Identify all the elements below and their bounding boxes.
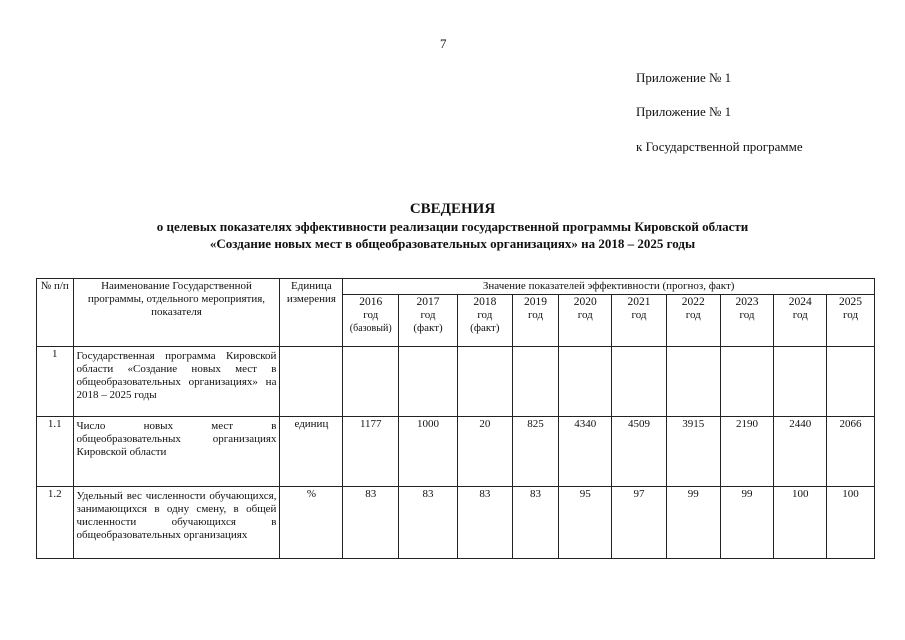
row-number: 1.2 <box>37 487 74 559</box>
row-value-2023: 99 <box>720 487 774 559</box>
header-year-2022 <box>666 295 720 347</box>
table-row <box>37 487 875 559</box>
year-value: 2023 <box>735 296 759 308</box>
year-value: 2021 <box>627 296 651 308</box>
row-value-2020 <box>559 347 612 417</box>
row-name: Государственная программа Кировской области «Создание новых мест в общеобразовательных организациях» на 2018 – 2025 годы <box>73 347 280 417</box>
year-value: 2020 <box>573 296 597 308</box>
row-value-2025: 2066 <box>827 417 875 487</box>
row-value-2017: 1000 <box>399 417 458 487</box>
annex-line-2: Приложение № 1 <box>636 104 732 119</box>
row-value-2024: 100 <box>774 487 827 559</box>
row-value-2020: 4340 <box>559 417 612 487</box>
year-value: 2024 <box>788 296 812 308</box>
header-row-1 <box>37 279 875 295</box>
year-value: 2019 <box>524 296 548 308</box>
row-value-2019 <box>512 347 559 417</box>
year-label: год <box>843 309 859 321</box>
title-line-2: о целевых показателях эффективности реализации государственной программы Кировской области <box>156 219 749 234</box>
year-value: 2025 <box>839 296 863 308</box>
year-label: год <box>685 309 701 321</box>
header-year-2017 <box>399 295 458 347</box>
row-value-2018: 83 <box>457 487 512 559</box>
row-number: 1 <box>37 347 74 417</box>
year-label: год <box>528 309 544 321</box>
row-value-2021: 97 <box>612 487 667 559</box>
header-number: № п/п <box>37 279 74 347</box>
row-name: Удельный вес численности обучающихся, занимающихся в одну смену, в общей численности обучающихся в общеобразовательных организациях <box>73 487 280 559</box>
header-year-2016 <box>343 295 399 347</box>
row-unit <box>280 347 343 417</box>
row-value-2024 <box>774 347 827 417</box>
row-value-2025 <box>827 347 875 417</box>
row-value-2018: 20 <box>457 417 512 487</box>
year-label: год <box>631 309 647 321</box>
year-label: год <box>792 309 808 321</box>
year-value: 2018 <box>473 296 497 308</box>
row-value-2017: 83 <box>399 487 458 559</box>
row-value-2025: 100 <box>827 487 875 559</box>
row-value-2023 <box>720 347 774 417</box>
row-number: 1.1 <box>37 417 74 487</box>
year-label: год <box>577 309 593 321</box>
document-title <box>0 201 905 252</box>
year-value: 2017 <box>416 296 440 308</box>
table-row <box>37 417 875 487</box>
row-value-2019: 83 <box>512 487 559 559</box>
row-value-2020: 95 <box>559 487 612 559</box>
year-note: (факт) <box>470 322 500 334</box>
row-value-2022: 99 <box>666 487 720 559</box>
row-value-2021 <box>612 347 667 417</box>
header-unit: Единица измерения <box>280 279 343 347</box>
header-values-group: Значение показателей эффективности (прогноз, факт) <box>343 279 875 295</box>
row-name: Число новых мест в общеобразовательных организациях Кировской области <box>73 417 280 487</box>
year-note: (базовый) <box>349 323 392 334</box>
row-value-2017 <box>399 347 458 417</box>
header-year-2025 <box>827 295 875 347</box>
header-name: Наименование Государственной программы, отдельного мероприятия, показателя <box>73 279 280 347</box>
row-value-2022 <box>666 347 720 417</box>
table-row <box>37 347 875 417</box>
header-year-2021 <box>612 295 667 347</box>
title-line-3: «Создание новых мест в общеобразовательных организациях» на 2018 – 2025 годы <box>209 236 696 251</box>
year-value: 2022 <box>681 296 705 308</box>
year-value: 2016 <box>359 296 383 308</box>
title-main: СВЕДЕНИЯ <box>409 201 496 217</box>
row-value-2022: 3915 <box>666 417 720 487</box>
row-value-2018 <box>457 347 512 417</box>
row-value-2016 <box>343 347 399 417</box>
header-year-2023 <box>720 295 774 347</box>
row-unit: единиц <box>280 417 343 487</box>
row-unit: % <box>280 487 343 559</box>
indicators-table <box>36 278 875 559</box>
page-number: 7 <box>440 36 447 51</box>
row-value-2016: 83 <box>343 487 399 559</box>
row-value-2024: 2440 <box>774 417 827 487</box>
header-year-2018 <box>457 295 512 347</box>
year-label: год <box>739 309 755 321</box>
annex-line-1: Приложение № 1 <box>636 70 732 85</box>
header-year-2020 <box>559 295 612 347</box>
year-label: год <box>363 309 379 321</box>
row-value-2019: 825 <box>512 417 559 487</box>
row-value-2021: 4509 <box>612 417 667 487</box>
header-year-2024 <box>774 295 827 347</box>
header-year-2019 <box>512 295 559 347</box>
row-value-2016: 1177 <box>343 417 399 487</box>
year-label: год <box>420 309 436 321</box>
annex-line-3: к Государственной программе <box>636 139 803 154</box>
year-note: (факт) <box>413 322 443 334</box>
year-label: год <box>477 309 493 321</box>
row-value-2023: 2190 <box>720 417 774 487</box>
